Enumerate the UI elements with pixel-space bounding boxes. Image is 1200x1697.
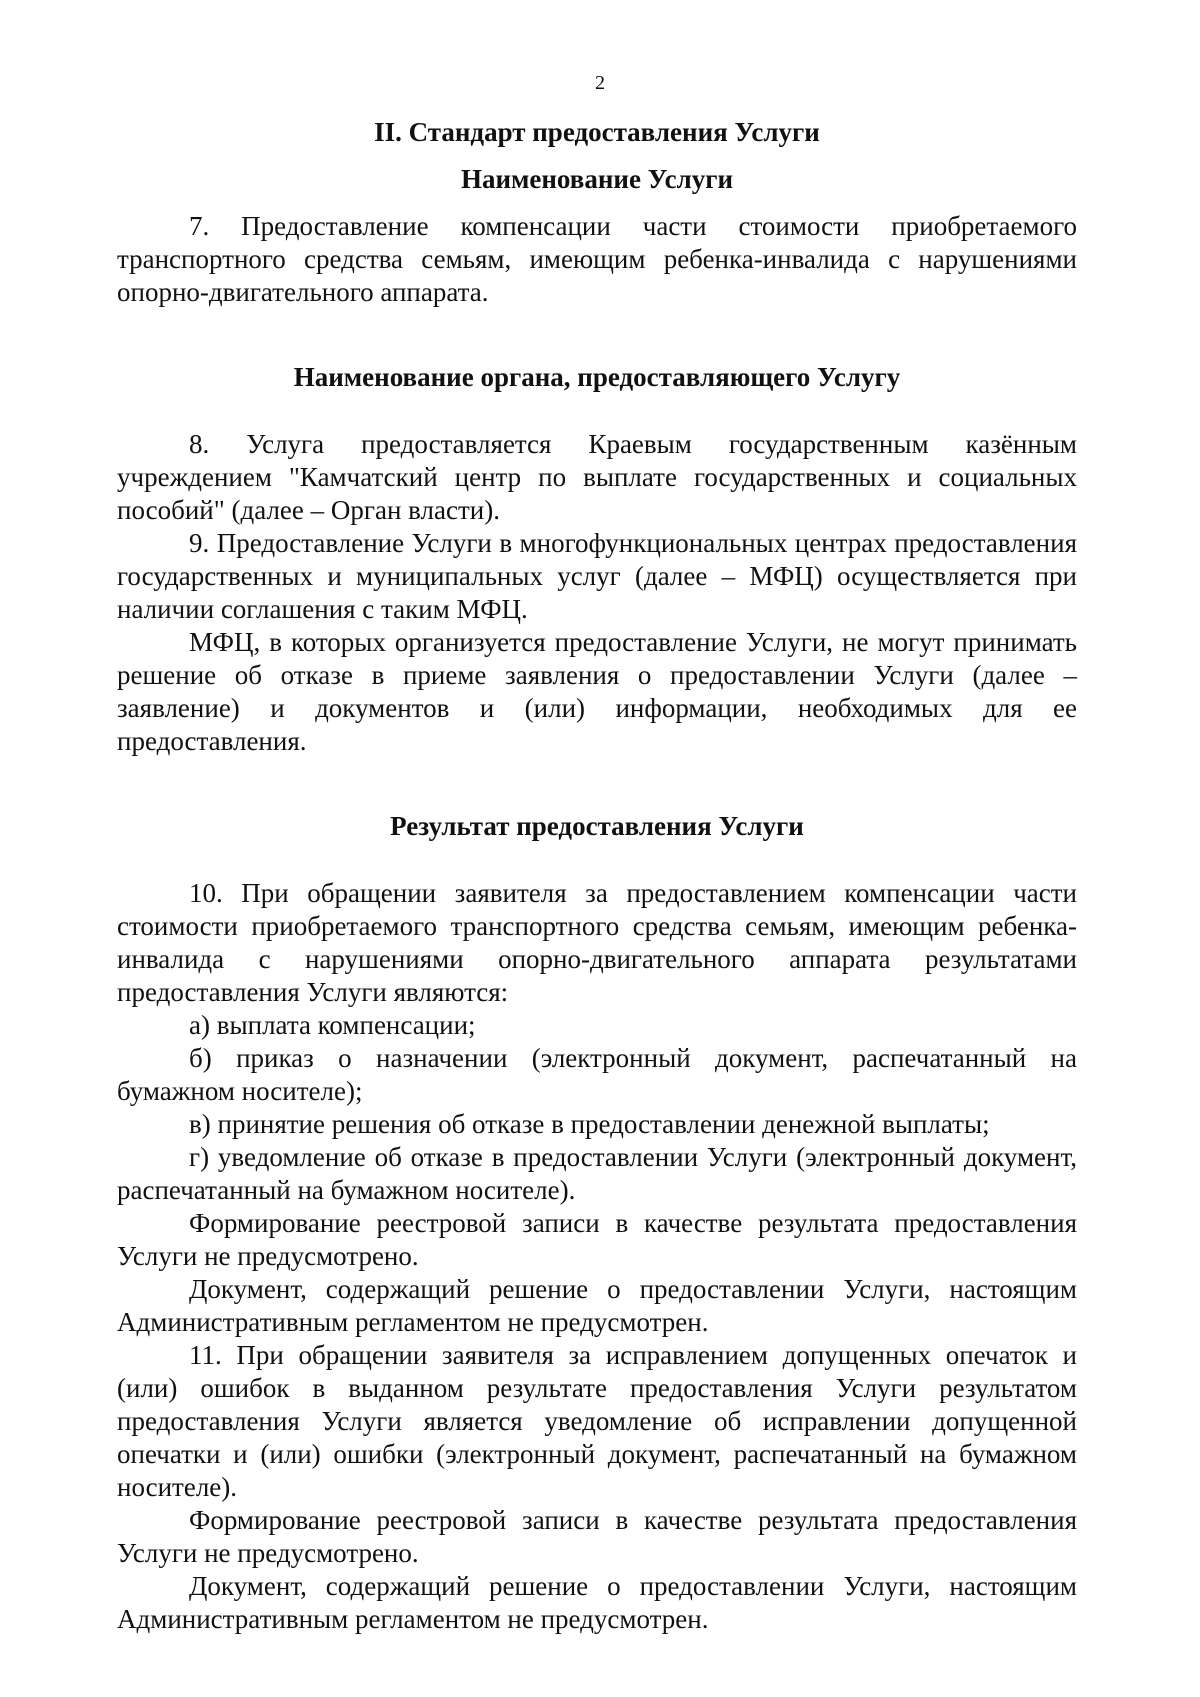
paragraph-10-c: в) принятие решения об отказе в предоставлении денежной выплаты;: [189, 1109, 990, 1139]
paragraph-11-registry: Формирование реестровой записи в качестве результата предоставления Услуги не предусмотрено.: [117, 1505, 1077, 1568]
paragraph-10-a: а) выплата компенсации;: [189, 1010, 476, 1040]
heading-service-name: Наименование Услуги: [460, 164, 734, 194]
heading-result: Результат предоставления Услуги: [390, 811, 804, 841]
paragraph-8: 8. Услуга предоставляется Краевым государственным казённым учреждением "Камчатский центр по выплате государственных и социальных пособий" (далее – Орган власти).: [117, 429, 1077, 525]
paragraph-10-b: б) приказ о назначении (электронный документ, распечатанный на бумажном носителе);: [117, 1043, 1077, 1106]
paragraph-10-d: г) уведомление об отказе в предоставлении Услуги (электронный документ, распечатанный на бумажном носителе).: [117, 1142, 1077, 1205]
paragraph-9: 9. Предоставление Услуги в многофункциональных центрах предоставления государственных и муниципальных услуг (далее – МФЦ) осуществляется при наличии соглашения с таким МФЦ.: [117, 528, 1077, 624]
paragraph-10-document: Документ, содержащий решение о предоставлении Услуги, настоящим Административным регламентом не предусмотрен.: [117, 1274, 1077, 1337]
paragraph-11-document: Документ, содержащий решение о предоставлении Услуги, настоящим Административным регламентом не предусмотрен.: [117, 1571, 1077, 1634]
heading-organ: Наименование органа, предоставляющего Услугу: [293, 362, 901, 392]
page-content: [117, 116, 1077, 1636]
paragraph-10-registry: Формирование реестровой записи в качестве результата предоставления Услуги не предусмотрено.: [117, 1208, 1077, 1271]
paragraph-7: 7. Предоставление компенсации части стоимости приобретаемого транспортного средства семьям, имеющим ребенка-инвалида с нарушениями опорно-двигательного аппарата.: [117, 211, 1077, 307]
paragraph-9-mfc: МФЦ, в которых организуется предоставление Услуги, не могут принимать решение об отказе в приеме заявления о предоставлении Услуги (далее – заявление) и документов и (или) информации, необходимых для ее предоставления.: [117, 627, 1077, 756]
paragraph-11: 11. При обращении заявителя за исправлением допущенных опечаток и (или) ошибок в выданном результате предоставления Услуги результатом предоставления Услуги является уведомление об исправлении допущенной опечатки и (или) ошибки (электронный документ, распечатанный на бумажном носителе).: [117, 1340, 1077, 1502]
section-title: II. Стандарт предоставления Услуги: [374, 117, 820, 147]
paragraph-10: 10. При обращении заявителя за предоставлением компенсации части стоимости приобретаемого транспортного средства семьям, имеющим ребенка-инвалида с нарушениями опорно-двигательного аппарата результатами предоставления Услуги являются:: [117, 878, 1077, 1007]
page-number: 2: [595, 72, 605, 94]
